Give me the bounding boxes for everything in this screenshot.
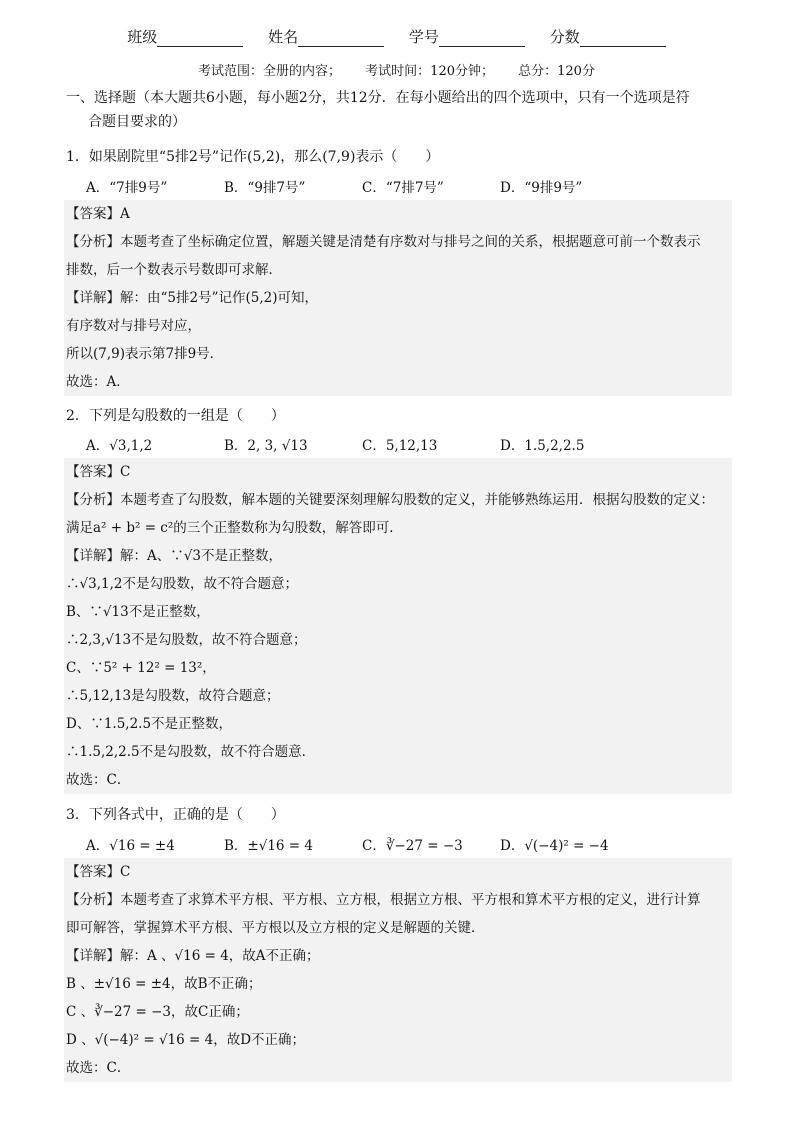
q2-detail-7: D、∵1.5,2.5不是正整数， bbox=[66, 716, 233, 732]
q3-detail-3: C 、∛−27 = −3，故C正确； bbox=[66, 1004, 249, 1020]
q1-option-a: A．“7排9号” bbox=[86, 180, 168, 196]
q1-answer: 【答案】A bbox=[66, 206, 130, 222]
question-1-options bbox=[86, 176, 726, 196]
q1-option-b: B．“9排7号” bbox=[224, 180, 306, 196]
q2-option-b: B．2, 3, √13 bbox=[224, 438, 308, 454]
id-label: 学号 bbox=[408, 28, 439, 46]
id-blank[interactable] bbox=[439, 32, 525, 47]
q2-detail-1: 【详解】解：A、∵√3不是正整数， bbox=[66, 548, 282, 564]
q1-detail-1: 【详解】解：由“5排2号”记作(5,2)可知， bbox=[66, 290, 318, 306]
question-3-options bbox=[86, 834, 726, 854]
q2-detail-5: C、∵5² + 12² = 13²， bbox=[66, 660, 216, 676]
q3-analysis-2: 即可解答，掌握算术平方根、平方根以及立方根的定义是解题的关键． bbox=[66, 920, 485, 936]
q2-analysis-1: 【分析】本题考查了勾股数，解本题的关键要深刻理解勾股数的定义，并能够熟练运用．根据勾股数的定义： bbox=[66, 492, 714, 508]
q3-option-d: D．√(−4)² = −4 bbox=[500, 838, 609, 854]
exam-time: 考试时间：120分钟； bbox=[365, 64, 494, 79]
score-blank[interactable] bbox=[580, 32, 666, 47]
q3-detail-1: 【详解】解：A 、√16 = 4，故A不正确； bbox=[66, 948, 320, 964]
q1-detail-3: 所以(7,9)表示第7排9号． bbox=[66, 346, 224, 362]
question-2-options bbox=[86, 434, 726, 454]
q1-option-c: C．“7排7号” bbox=[362, 180, 444, 196]
q2-detail-2: ∴√3,1,2不是勾股数，故不符合题意； bbox=[66, 576, 298, 592]
name-blank[interactable] bbox=[298, 32, 384, 47]
q1-answer-block bbox=[64, 200, 732, 396]
q2-option-c: C．5,12,13 bbox=[362, 438, 438, 454]
q3-detail-2: B 、±√16 = ±4，故B不正确； bbox=[66, 976, 262, 992]
q1-detail-2: 有序数对与排号对应， bbox=[66, 318, 201, 334]
exam-range: 考试范围：全册的内容； bbox=[198, 64, 342, 79]
q2-option-a: A．√3,1,2 bbox=[86, 438, 153, 454]
question-1-stem: 1．如果剧院里“5排2号”记作(5,2)，那么(7,9)表示（ ） bbox=[66, 149, 440, 165]
section-line-2: 合题目要求的） bbox=[88, 114, 186, 130]
q2-answer-block bbox=[64, 458, 732, 794]
class-blank[interactable] bbox=[157, 32, 243, 47]
q1-detail-4: 故选：A． bbox=[66, 374, 130, 390]
section-heading bbox=[66, 86, 736, 134]
class-label: 班级 bbox=[127, 28, 158, 46]
q3-answer-block bbox=[64, 858, 732, 1082]
q2-detail-8: ∴1.5,2,2.5不是勾股数，故不符合题意． bbox=[66, 744, 316, 760]
q1-analysis-1: 【分析】本题考查了坐标确定位置，解题关键是清楚有序数对与排号之间的关系，根据题意可前一个数表示 bbox=[66, 234, 701, 250]
q2-detail-9: 故选：C． bbox=[66, 772, 131, 788]
q3-detail-4: D 、√(−4)² = √16 = 4，故D不正确； bbox=[66, 1032, 306, 1048]
q2-answer: 【答案】C bbox=[66, 464, 131, 480]
question-3-stem: 3．下列各式中，正确的是（ ） bbox=[66, 807, 285, 823]
q2-option-d: D．1.5,2,2.5 bbox=[500, 438, 585, 454]
score-label: 分数 bbox=[549, 28, 580, 46]
question-2-stem: 2．下列是勾股数的一组是（ ） bbox=[66, 408, 285, 424]
exam-total: 总分：120分 bbox=[518, 64, 595, 79]
q3-option-a: A．√16 = ±4 bbox=[86, 838, 175, 854]
q1-option-d: D．“9排9号” bbox=[500, 180, 583, 196]
q2-detail-6: ∴5,12,13是勾股数，故符合题意； bbox=[66, 688, 280, 704]
q3-analysis-1: 【分析】本题考查了求算术平方根、平方根、立方根，根据立方根、平方根和算术平方根的定义，进行计算 bbox=[66, 892, 701, 908]
section-line-1: 一、选择题（本大题共6小题，每小题2分，共12分．在每小题给出的四个选项中，只有一个选项是符 bbox=[66, 90, 690, 106]
q2-analysis-2: 满足a² + b² = c²的三个正整数称为勾股数，解答即可． bbox=[66, 520, 403, 536]
exam-meta bbox=[0, 60, 793, 79]
student-info-header bbox=[0, 26, 793, 47]
q3-option-c: C．∛−27 = −3 bbox=[362, 838, 463, 854]
q2-detail-3: B、∵√13不是正整数， bbox=[66, 604, 210, 620]
q2-detail-4: ∴2,3,√13不是勾股数，故不符合题意； bbox=[66, 632, 307, 648]
q3-option-b: B．±√16 = 4 bbox=[224, 838, 313, 854]
q1-analysis-2: 排数，后一个数表示号数即可求解． bbox=[66, 262, 282, 278]
q3-answer: 【答案】C bbox=[66, 864, 131, 880]
name-label: 姓名 bbox=[268, 28, 299, 46]
q3-detail-5: 故选：C． bbox=[66, 1060, 131, 1076]
